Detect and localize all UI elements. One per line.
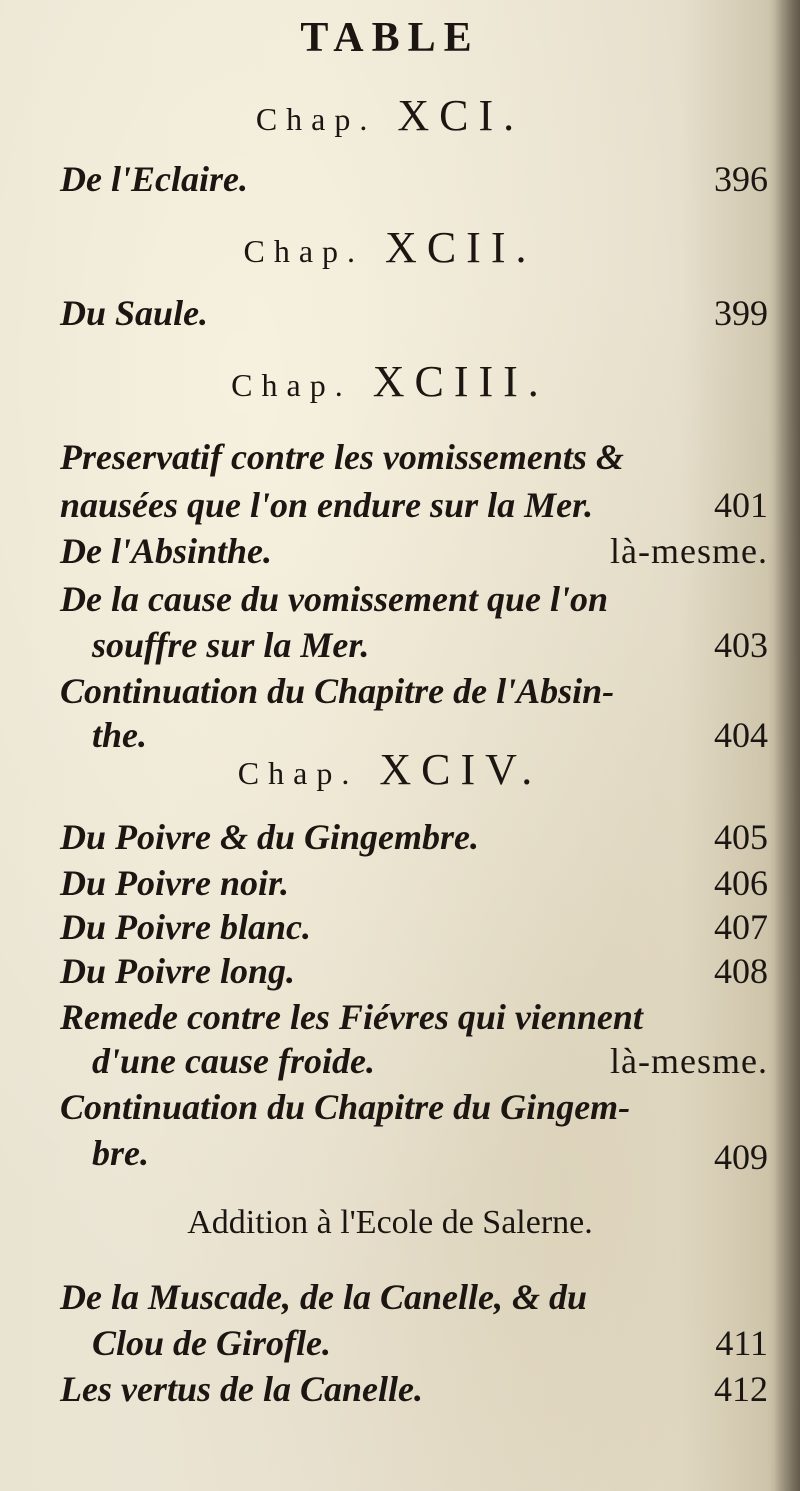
running-head: TABLE [300, 15, 480, 61]
toc-page-number: 411 [715, 1323, 768, 1363]
chapter-label: Chap. [255, 101, 377, 137]
toc-entry-line: the. [92, 715, 148, 755]
chapter-label: Chap. [231, 367, 352, 403]
toc-entry-line: De la cause du vomissement que l'on [60, 579, 608, 619]
toc-page-number: 403 [714, 625, 768, 665]
toc-page-number: 396 [714, 159, 768, 199]
toc-page-number: là-mesme. [610, 1041, 768, 1081]
toc-entry-line: bre. [92, 1133, 149, 1173]
toc-entry: Du Saule. [60, 293, 209, 333]
toc-entry-line: Remede contre les Fiévres qui viennent [60, 997, 643, 1037]
toc-page-number: 408 [714, 951, 768, 991]
toc-entry-line: De la Muscade, de la Canelle, & du [60, 1277, 587, 1317]
toc-page-number: 399 [714, 293, 768, 333]
chapter-number: XCII. [385, 223, 537, 272]
toc-entry: Du Poivre & du Gingembre. [60, 817, 479, 857]
toc-entry: Du Poivre blanc. [60, 907, 311, 947]
toc-page-number: 401 [714, 485, 768, 525]
addition-heading: Addition à l'Ecole de Salerne. [187, 1204, 593, 1241]
chapter-heading-xcii [0, 222, 780, 273]
toc-entry-line: Clou de Girofle. [92, 1323, 331, 1363]
toc-page-number: 406 [714, 863, 768, 903]
toc-page-number: 412 [714, 1369, 768, 1409]
chapter-heading-xciii [0, 356, 780, 407]
toc-page-number: 409 [714, 1137, 768, 1177]
toc-page-number: 404 [714, 715, 768, 755]
toc-entry: Les vertus de la Canelle. [60, 1369, 423, 1409]
toc-entry: De l'Eclaire. [60, 159, 248, 199]
chapter-label: Chap. [237, 755, 359, 791]
chapter-number: XCIII. [372, 357, 549, 406]
toc-page-number: là-mesme. [610, 531, 768, 571]
toc-entry-line: nausées que l'on endure sur la Mer. [60, 485, 594, 525]
toc-entry-line: d'une cause froide. [92, 1041, 375, 1081]
toc-entry-line: souffre sur la Mer. [92, 625, 370, 665]
toc-page-number: 405 [714, 817, 768, 857]
toc-page-number: 407 [714, 907, 768, 947]
chapter-label: Chap. [243, 233, 365, 269]
chapter-heading-xciv [0, 744, 780, 795]
toc-entry: Du Poivre noir. [60, 863, 290, 903]
chapter-number: XCI. [397, 91, 525, 140]
toc-entry: Du Poivre long. [60, 951, 296, 991]
toc-entry-line: Preservatif contre les vomissements & [60, 437, 624, 477]
chapter-number: XCIV. [379, 745, 543, 794]
toc-entry-line: Continuation du Chapitre de l'Absin- [60, 671, 615, 711]
toc-entry: De l'Absinthe. [60, 531, 273, 571]
chapter-heading-xci [0, 90, 780, 141]
toc-entry-line: Continuation du Chapitre du Gingem- [60, 1087, 631, 1127]
